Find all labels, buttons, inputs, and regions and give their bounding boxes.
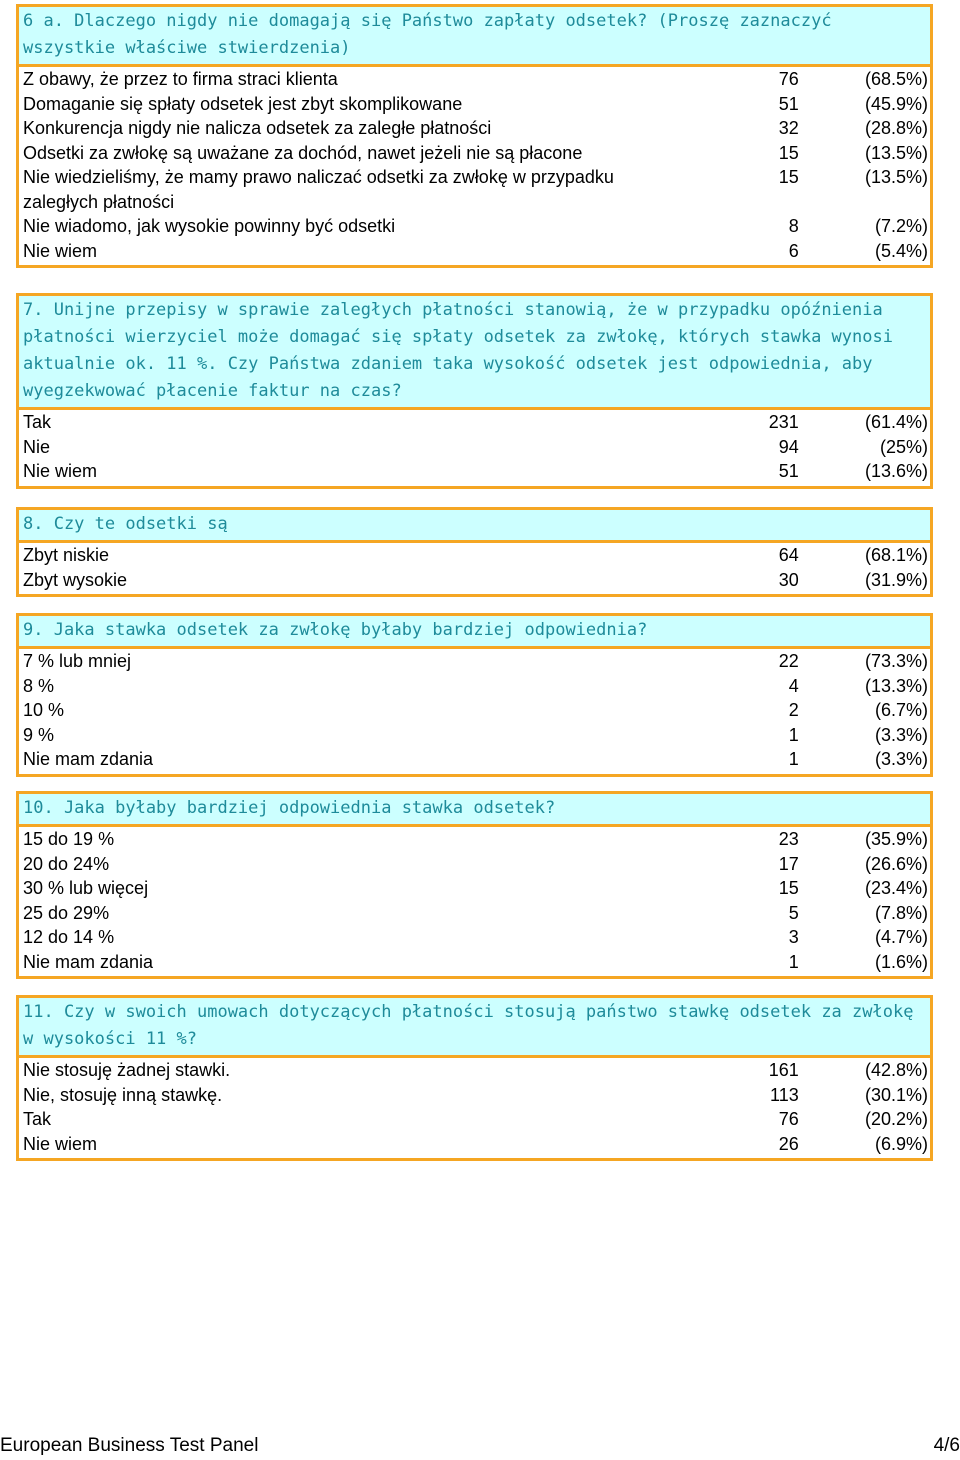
question-title: 10. Jaka byłaby bardziej odpowiednia stawka odsetek? (19, 794, 930, 827)
answer-list (19, 649, 930, 774)
answer-label: 30 % lub więcej (23, 878, 149, 898)
question-11-section (16, 995, 933, 1161)
answer-percent: (25%) (879, 436, 928, 457)
question-10-section (16, 791, 933, 979)
answer-count: 15 (778, 878, 799, 898)
answer-percent: (23.4%) (864, 878, 928, 898)
answer-percent: (13.6%) (864, 461, 928, 481)
answer-label: Nie wiadomo, jak wysokie powinny być odsetki (23, 216, 396, 236)
question-6a-section (16, 4, 933, 268)
answer-count: 15 (778, 142, 799, 163)
question-title: 7. Unijne przepisy w sprawie zaległych płatności stanowią, że w przypadku opóźnienia płatności wierzyciel może domagać się spłaty odsetek za zwłokę, których stawka wynosi aktualnie ok. 11 %. Czy Państwa zdaniem taka wysokość odsetek jest odpowiednia, aby wyegzekwować płacenie faktur na czas? (19, 296, 930, 410)
answer-count: 32 (778, 118, 799, 138)
answer-label: 25 do 29% (23, 902, 110, 923)
answer-percent: (42.8%) (864, 1060, 928, 1080)
answer-percent: (13.3%) (864, 675, 928, 696)
answer-count: 94 (778, 436, 799, 457)
answer-row (23, 165, 928, 214)
answer-list (19, 410, 930, 486)
answer-count: 2 (788, 700, 799, 720)
answer-row (23, 116, 928, 141)
question-7-section (16, 293, 933, 489)
answer-row (23, 827, 928, 852)
answer-count: 6 (788, 240, 799, 261)
answer-label: Konkurencja nigdy nie nalicza odsetek za zaległe płatności (23, 118, 492, 138)
answer-label: Nie wiem (23, 461, 98, 481)
answer-row (23, 1058, 928, 1083)
answer-row (23, 925, 928, 950)
answer-count: 113 (770, 1084, 799, 1105)
answer-row (23, 92, 928, 117)
answer-label: Nie, stosuję inną stawkę. (23, 1084, 223, 1105)
answer-count: 3 (788, 927, 799, 947)
answer-list (19, 543, 930, 594)
answer-count: 1 (788, 724, 799, 745)
footer-title: European Business Test Panel (0, 1435, 259, 1456)
answer-list (19, 1058, 930, 1158)
answer-count: 51 (778, 461, 799, 481)
answer-row (23, 568, 928, 593)
answer-percent: (28.8%) (864, 118, 928, 138)
answer-row (23, 674, 928, 699)
answer-row (23, 1083, 928, 1108)
answer-label: 8 % (23, 675, 55, 696)
question-title: 6 a. Dlaczego nigdy nie domagają się Państwo zapłaty odsetek? (Proszę zaznaczyć wszystkie właściwe stwierdzenia) (19, 7, 930, 67)
answer-label: 9 % (23, 724, 55, 745)
answer-row (23, 747, 928, 772)
answer-count: 161 (768, 1060, 799, 1080)
question-8-section (16, 507, 933, 597)
answer-count: 8 (788, 216, 799, 236)
answer-percent: (20.2%) (864, 1109, 928, 1129)
answer-count: 15 (778, 167, 799, 187)
answer-label: Domaganie się spłaty odsetek jest zbyt skomplikowane (23, 93, 463, 114)
answer-label: Nie mam zdania (23, 951, 154, 972)
answer-row (23, 723, 928, 748)
question-9-section (16, 613, 933, 777)
answer-label: Nie stosuję żadnej stawki. (23, 1060, 231, 1080)
answer-count: 26 (778, 1133, 799, 1154)
answer-label: Zbyt wysokie (23, 569, 128, 590)
answer-percent: (45.9%) (864, 93, 928, 114)
answer-count: 1 (788, 951, 799, 972)
answer-row (23, 1132, 928, 1157)
answer-count: 64 (778, 545, 799, 565)
answer-percent: (35.9%) (864, 829, 928, 849)
page-footer (0, 1435, 960, 1457)
page-number: 4/6 (933, 1435, 960, 1456)
answer-label: Odsetki za zwłokę są uważane za dochód, nawet jeżeli nie są płacone (23, 142, 583, 163)
answer-label: 7 % lub mniej (23, 651, 132, 671)
answer-row (23, 1107, 928, 1132)
answer-percent: (68.5%) (864, 69, 928, 89)
answer-count: 231 (768, 412, 799, 432)
answer-label: 10 % (23, 700, 65, 720)
answer-percent: (6.7%) (874, 700, 928, 720)
answer-row (23, 410, 928, 435)
answer-label: Nie wiem (23, 1133, 98, 1154)
answer-count: 23 (778, 829, 799, 849)
answer-count: 5 (788, 902, 799, 923)
answer-percent: (61.4%) (864, 412, 928, 432)
answer-percent: (5.4%) (874, 240, 928, 261)
answer-label: Tak (23, 412, 52, 432)
answer-list (19, 67, 930, 265)
answer-row (23, 876, 928, 901)
answer-row (23, 435, 928, 460)
answer-percent: (3.3%) (874, 749, 928, 769)
answer-row (23, 141, 928, 166)
answer-percent: (31.9%) (864, 569, 928, 590)
answer-percent: (3.3%) (874, 724, 928, 745)
answer-row (23, 698, 928, 723)
answer-label: 20 do 24% (23, 853, 110, 874)
answer-count: 76 (778, 69, 799, 89)
question-title: 8. Czy te odsetki są (19, 510, 930, 543)
answer-label: Nie mam zdania (23, 749, 154, 769)
answer-percent: (13.5%) (864, 167, 928, 187)
question-title: 9. Jaka stawka odsetek za zwłokę byłaby bardziej odpowiednia? (19, 616, 930, 649)
answer-count: 76 (778, 1109, 799, 1129)
answer-count: 1 (788, 749, 799, 769)
answer-percent: (6.9%) (874, 1133, 928, 1154)
answer-row (23, 901, 928, 926)
answer-count: 30 (778, 569, 799, 590)
answer-percent: (13.5%) (864, 142, 928, 163)
answer-label: Zbyt niskie (23, 545, 110, 565)
answer-row (23, 649, 928, 674)
answer-row (23, 852, 928, 877)
answer-row (23, 239, 928, 264)
answer-row (23, 950, 928, 975)
question-title: 11. Czy w swoich umowach dotyczących płatności stosują państwo stawkę odsetek za zwłokę w wysokości 11 %? (19, 998, 930, 1058)
answer-list (19, 827, 930, 976)
answer-percent: (4.7%) (874, 927, 928, 947)
answer-percent: (68.1%) (864, 545, 928, 565)
answer-label: 15 do 19 % (23, 829, 115, 849)
answer-count: 17 (778, 853, 799, 874)
answer-row (23, 543, 928, 568)
answer-count: 4 (788, 675, 799, 696)
answer-percent: (7.8%) (874, 902, 928, 923)
answer-label: 12 do 14 % (23, 927, 115, 947)
answer-row (23, 67, 928, 92)
answer-count: 22 (778, 651, 799, 671)
answer-label: Nie wiem (23, 240, 98, 261)
answer-percent: (7.2%) (874, 216, 928, 236)
answer-row (23, 459, 928, 484)
answer-percent: (73.3%) (864, 651, 928, 671)
answer-label: Nie wiedzieliśmy, że mamy prawo naliczać odsetki za zwłokę w przypadku zaległych płatności (23, 167, 614, 212)
answer-row (23, 214, 928, 239)
answer-label: Z obawy, że przez to firma straci klienta (23, 69, 338, 89)
answer-percent: (30.1%) (864, 1084, 928, 1105)
answer-label: Nie (23, 436, 51, 457)
answer-percent: (26.6%) (864, 853, 928, 874)
answer-count: 51 (778, 93, 799, 114)
answer-label: Tak (23, 1109, 52, 1129)
answer-percent: (1.6%) (874, 951, 928, 972)
